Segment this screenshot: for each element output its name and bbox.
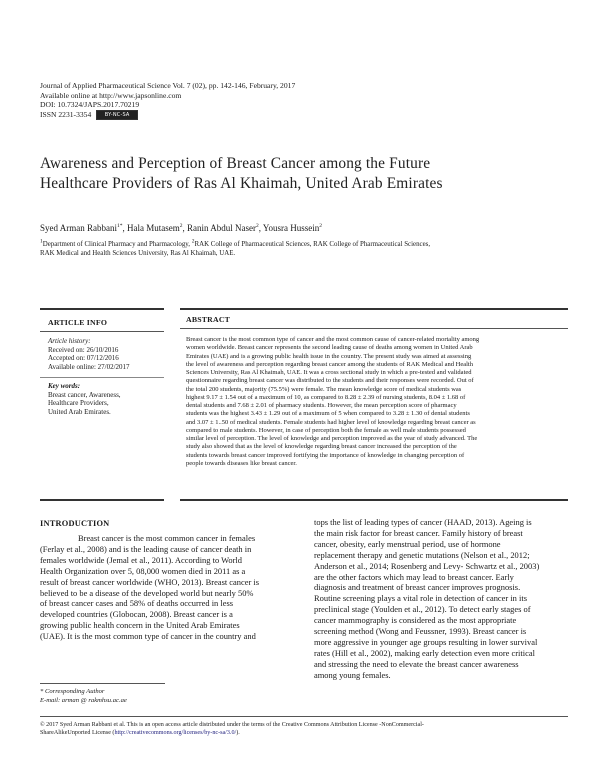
history-label: Article history: — [48, 337, 91, 345]
keyword-line: United Arab Emirates. — [48, 407, 111, 416]
license-rule — [40, 716, 568, 717]
introduction-heading: INTRODUCTION — [40, 519, 110, 528]
cc-license-badge: BY-NC-SA — [96, 110, 138, 120]
body-line: Anderson et al., 2014; Rosenberg and Levy- Schwartz et al., 2003) — [314, 560, 540, 571]
body-line: rates (Hill et al., 2002), making early detection even more critical — [314, 647, 535, 658]
article-title — [40, 154, 570, 194]
affiliation-line-1: $^1$Department of Clinical Pharmacy and Pharmacology, $^2$RAK College of Pharmaceutical Sciences, RAK College of Pharmaceutical Sciences, — [40, 238, 431, 248]
journal-issn-row — [40, 110, 295, 120]
body-line: replacement therapy and genetic mutations (Nelson et al., 2012; — [314, 549, 530, 560]
keywords-rule — [40, 377, 164, 378]
info-top-rule — [40, 308, 164, 310]
abstract-line: compared to male students. However, in case of perception both the female as well male students possessed — [186, 426, 466, 434]
journal-availability: Available online at http://www.japsonline.com — [40, 90, 182, 100]
license-line-1: © 2017 Syed Arman Rabbani et al. This is an open access article distributed under the terms of the Creative Commons Attribution License -NonCommercial- — [40, 722, 424, 728]
body-line: believed to be a disease of the developed world but nearly 50% — [40, 587, 254, 598]
abstract-line: study also showed that as the level of knowledge regarding breast cancer increased the perception of the — [186, 443, 457, 451]
abstract-line: the total 200 students, majority (75.5%) were female. The mean knowledge score of medical students was — [186, 385, 462, 393]
abstract-line: dental students and 7.68 ± 2.01 of pharmacy students. However, the mean perception score of pharmacy — [186, 402, 457, 409]
intro-right-column — [314, 517, 568, 681]
abstract-line: highest 9.17 ± 1.54 out of a maximum of 10, as compared to 8.28 ± 2.39 of nursing students, 8.04 ± 1.68 of — [186, 393, 466, 401]
affiliations — [40, 240, 560, 258]
body-line: and stressing the need to elevate the breast cancer awareness — [314, 658, 519, 669]
author: Syed Arman Rabbani$^{1*}$, — [40, 223, 127, 233]
article-history — [48, 337, 166, 371]
abstract-rule — [180, 328, 568, 329]
abstract-line: the level of awareness and perception regarding breast cancer among the students of RAK Medical and Health — [186, 360, 473, 368]
abstract-line: similar level of perception. The level of knowledge and perception improved as the year of study advanced. The — [186, 435, 478, 442]
body-line: developed countries (Globocan, 2008). Breast cancer is a — [40, 609, 233, 620]
body-line: Breast cancer is the most common cancer in females — [78, 533, 256, 543]
abstract-line: students was the highest 3.43 ± 1.29 out of a maximum of 5 when compared to 3.28 ± 1.30 of dental students — [186, 410, 470, 418]
body-line: cancer mammography is considered as the most appropriate — [314, 615, 517, 626]
abstract-bottom-rule — [180, 499, 568, 501]
license-text — [40, 721, 580, 737]
body-line: (Ferlay et al., 2008) and is the leading cause of cancer death in — [40, 543, 252, 554]
journal-doi: DOI: 10.7324/JAPS.2017.70219 — [40, 100, 140, 110]
author: Ranin Abdul Naser$^2$, — [186, 223, 263, 233]
info-bottom-rule — [40, 499, 164, 501]
article-info-rule — [40, 331, 164, 332]
abstract-line: Emirates (UAE) and is a growing public health issue in the country. The present study was aimed at assessing — [186, 352, 472, 360]
body-line: Routine screening plays a vital role in detection of cancer in its — [314, 593, 527, 604]
body-line: screening method (Wong and Feussner, 1993). Breast cancer is — [314, 626, 527, 637]
corresponding-author: * Corresponding Author — [40, 688, 105, 695]
abstract-line: Breast cancer is the most common type of cancer and the most common cause of cancer-related mortality among — [186, 336, 480, 343]
journal-citation: Journal of Applied Pharmaceutical Science Vol. 7 (02), pp. 142-146, February, 2017 — [40, 81, 296, 90]
author: Yousra Hussein$^2$ — [262, 223, 322, 233]
available-date: Available online: 27/02/2017 — [48, 362, 130, 371]
body-line: females worldwide (Jemal et al., 2011). According to World — [40, 554, 242, 565]
abstract-line: Sciences University, Ras Al Khaimah, UAE. It was a cross sectional study in which a pre-tested and validated — [186, 369, 472, 376]
keywords-label: Key words: — [48, 382, 81, 390]
author-list — [40, 223, 322, 234]
license-link[interactable]: http://creativecommons.org/licenses/by-nc-sa/3.0/ — [114, 730, 237, 737]
author: Hala Mutasem$^2$, — [127, 223, 187, 233]
article-info-heading: ARTICLE INFO — [48, 318, 108, 327]
abstract-line: questionnaire regarding breast cancer was distributed to the students and their responses were recorded. Out of — [186, 377, 474, 385]
intro-left-column — [40, 533, 290, 642]
footnote-rule — [40, 683, 165, 684]
author-email: E-mail: arman @ rakmhsu.ac.ae — [40, 696, 127, 704]
body-line: growing public health concern in the United Arab Emirates — [40, 620, 240, 631]
license-line-2: ShareAlikeUnported License (http://creativecommons.org/licenses/by-nc-sa/3.0/). — [40, 730, 240, 737]
body-line: of breast cancer cases and 58% of deaths occurred in less — [40, 598, 234, 609]
abstract-line: women worldwide. Breast cancer represents the second leading cause of deaths among women in United Arab — [186, 344, 473, 352]
abstract-top-rule — [180, 308, 568, 310]
footnote — [40, 688, 127, 705]
journal-header — [40, 81, 295, 120]
abstract-line: students towards breast cancer improved fortifying the importance of knowledge in changing perception of — [186, 451, 465, 459]
keywords — [48, 382, 166, 416]
keyword-line: Healthcare Providers, — [48, 399, 109, 408]
abstract-line: people towards diseases like breast cancer. — [186, 459, 297, 467]
body-line: more aggressive in younger age groups resulting in lower survival — [314, 636, 538, 647]
abstract-body — [186, 336, 564, 468]
title-line-1: Awareness and Perception of Breast Cancer among the Future — [40, 155, 431, 172]
received-date: Received on: 26/10/2016 — [48, 345, 119, 354]
affiliation-line-2: RAK Medical and Health Sciences University, Ras Al Khaimah, UAE. — [40, 250, 236, 258]
body-line: diagnosis and treatment of breast cancer improves prognosis. — [314, 582, 521, 593]
journal-issn: ISSN 2231-3354 — [40, 109, 92, 119]
body-line: the main risk factor for breast cancer. Family history of breast — [314, 527, 523, 538]
abstract-heading: ABSTRACT — [186, 315, 231, 324]
body-line: Health Organization over 5, 08,000 women died in 2011 as a — [40, 565, 246, 576]
accepted-date: Accepted on: 07/12/2016 — [48, 354, 119, 363]
body-line: cancer, obesity, early menstrual period, use of hormone — [314, 538, 501, 549]
body-line: (UAE). It is the most common type of cancer in the country and — [40, 631, 256, 642]
keyword-line: Breast cancer, Awareness, — [48, 390, 121, 399]
title-line-2: Healthcare Providers of Ras Al Khaimah, United Arab Emirates — [40, 175, 443, 192]
body-line: tops the list of leading types of cancer (HAAD, 2013). Ageing is — [314, 517, 532, 527]
body-line: preclinical stage (Youlden et al., 2012). To detect early stages of — [314, 604, 531, 615]
body-line: are the other factors which may lead to breast cancer. Early — [314, 571, 514, 582]
abstract-line: and 3.07 ± 1..50 of medical students. Female students had higher level of knowledge regarding breast cancer as — [186, 418, 476, 426]
body-line: among young females. — [314, 669, 391, 680]
body-line: result of breast cancer worldwide (WHO, 2013). Breast cancer is — [40, 576, 260, 587]
